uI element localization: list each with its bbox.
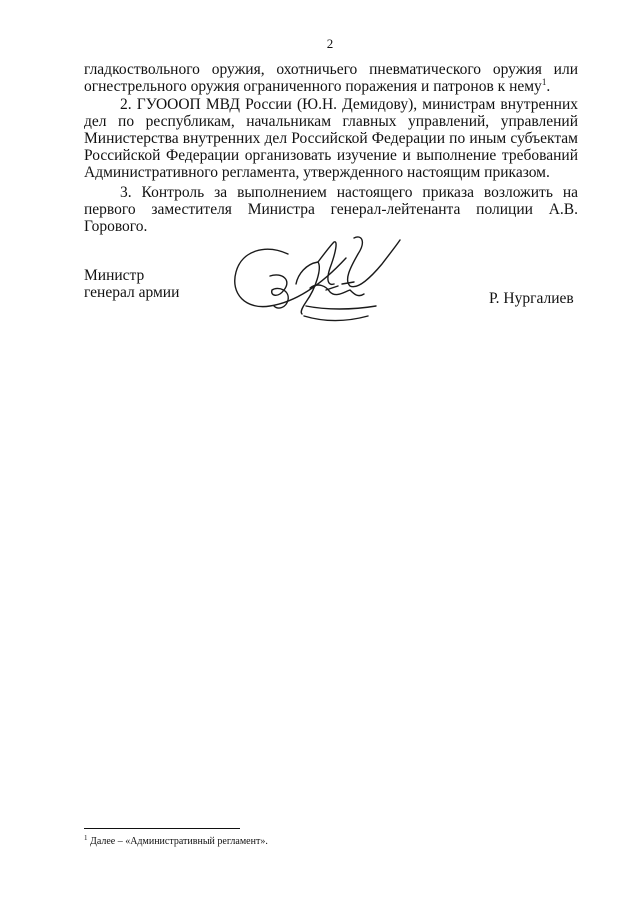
paragraph-text: гладкоствольного оружия, охотничьего пневматического оружия или огнестрельного оружия ограниченного поражения и патронов к нему bbox=[84, 61, 578, 95]
footnote-marker: 1 bbox=[84, 834, 88, 842]
paragraph-item-2 bbox=[84, 96, 578, 181]
paragraph-text: 2. ГУОООП МВД России (Ю.Н. Демидову), министрам внутренних дел по республикам, начальникам главных управлений, управлений Министерства внутренних дел Российской Федерации по иным субъектам Российской Федерации организовать изучение и выполнение требований Административного регламента, утвержденного настоящим приказом. bbox=[84, 96, 578, 181]
footnote-text: Далее – «Административный регламент». bbox=[90, 836, 268, 847]
footnote-separator bbox=[84, 828, 240, 829]
paragraph-tail: . bbox=[546, 78, 551, 95]
paragraph-continuation bbox=[84, 61, 578, 95]
signatory-title bbox=[84, 267, 179, 301]
footnote-reference: 1 bbox=[541, 77, 547, 87]
handwritten-signature bbox=[226, 224, 406, 336]
signatory-title-line2: генерал армии bbox=[84, 284, 180, 301]
page-number: 2 bbox=[326, 36, 334, 51]
signatory-title-line1: Министр bbox=[84, 267, 145, 284]
paragraph-text: 3. Контроль за выполнением настоящего приказа возложить на первого заместителя Министра генерал-лейтенанта полиции А.В. Горового. bbox=[84, 184, 578, 235]
footnote bbox=[84, 836, 268, 848]
signatory-name: Р. Нургалиев bbox=[489, 290, 574, 307]
